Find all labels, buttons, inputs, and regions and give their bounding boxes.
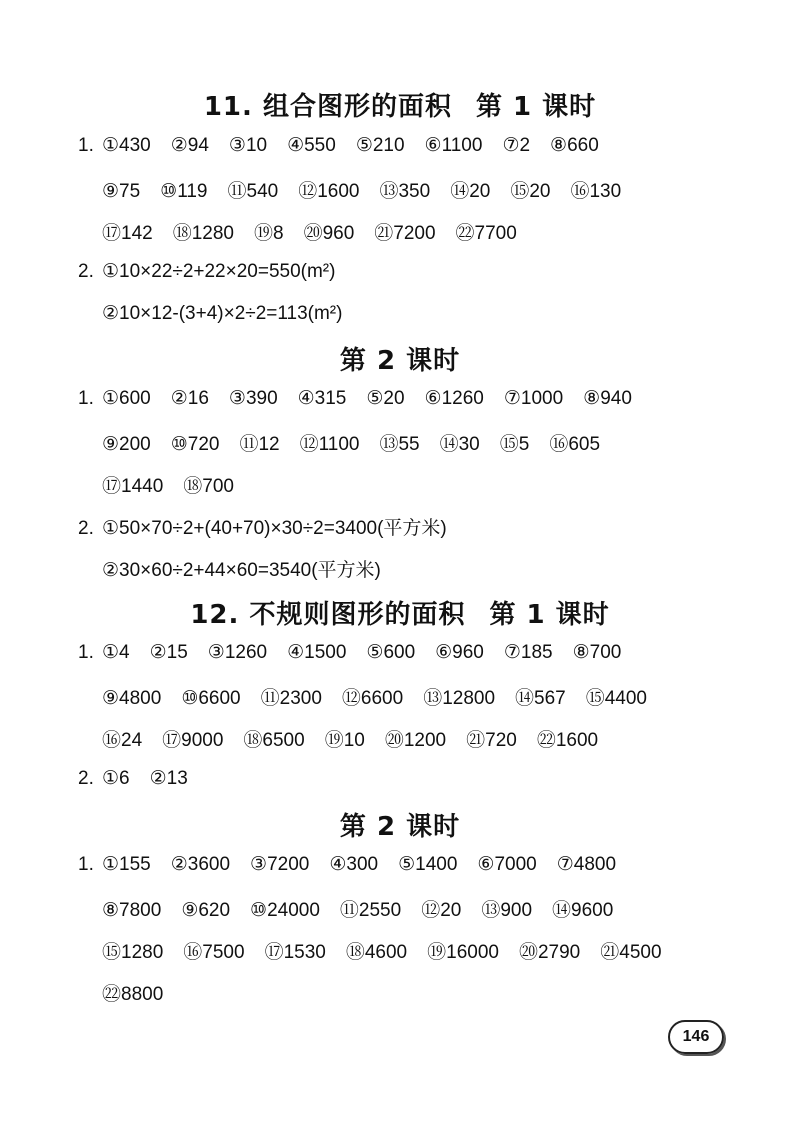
section-title-12: 12. 不规则图形的面积 第 1 课时 (190, 600, 610, 630)
s3-q1-line1: 1. ①4 ②15 ③1260 ④1500 ⑤600 ⑥960 ⑦185 ⑧700 (78, 642, 622, 663)
s1-q1-line2: ⑨75 ⑩119 ⑪540 ⑫1600 ⑬350 ⑭20 ⑮20 ⑯130 (102, 181, 622, 202)
s4-q1-line2: ⑧7800 ⑨620 ⑩24000 ⑪2550 ⑫20 ⑬900 ⑭9600 (102, 900, 614, 921)
s3-q1-line2: ⑨4800 ⑩6600 ⑪2300 ⑫6600 ⑬12800 ⑭567 ⑮4400 (102, 688, 648, 709)
s2-q2-line1: 2. ①50×70÷2+(40+70)×30÷2=3400(平方米) (78, 518, 447, 539)
s1-q1-line3: ⑰142 ⑱1280 ⑲8 ⑳960 ㉑7200 ㉒7700 (102, 223, 517, 244)
s4-q1-line3: ⑮1280 ⑯7500 ⑰1530 ⑱4600 ⑲16000 ⑳2790 ㉑4500 (102, 942, 662, 963)
s1-q2-line1: 2. ①10×22÷2+22×20=550(m²) (78, 261, 336, 282)
s4-q1-line1: 1. ①155 ②3600 ③7200 ④300 ⑤1400 ⑥7000 ⑦4800 (78, 854, 617, 875)
s4-q1-line4: ㉒8800 (102, 984, 164, 1005)
s2-q2-line2: ②30×60÷2+44×60=3540(平方米) (102, 560, 381, 581)
s3-q1-line3: ⑯24 ⑰9000 ⑱6500 ⑲10 ⑳1200 ㉑720 ㉒1600 (102, 730, 599, 751)
section-title-lesson2-b: 第 2 课时 (339, 812, 461, 842)
s1-q1-line1: 1. ①430 ②94 ③10 ④550 ⑤210 ⑥1100 ⑦2 ⑧660 (78, 135, 599, 156)
page-number: 146 (668, 1020, 724, 1054)
s2-q1-line2: ⑨200 ⑩720 ⑪12 ⑫1100 ⑬55 ⑭30 ⑮5 ⑯605 (102, 434, 601, 455)
s3-q2-line1: 2. ①6 ②13 (78, 768, 188, 789)
s1-q2-line2: ②10×12-(3+4)×2÷2=113(m²) (102, 303, 343, 324)
section-title-11: 11. 组合图形的面积 第 1 课时 (203, 92, 597, 122)
s2-q1-line1: 1. ①600 ②16 ③390 ④315 ⑤20 ⑥1260 ⑦1000 ⑧940 (78, 388, 632, 409)
section-title-lesson2: 第 2 课时 (339, 346, 461, 376)
s2-q1-line3: ⑰1440 ⑱700 (102, 476, 234, 497)
